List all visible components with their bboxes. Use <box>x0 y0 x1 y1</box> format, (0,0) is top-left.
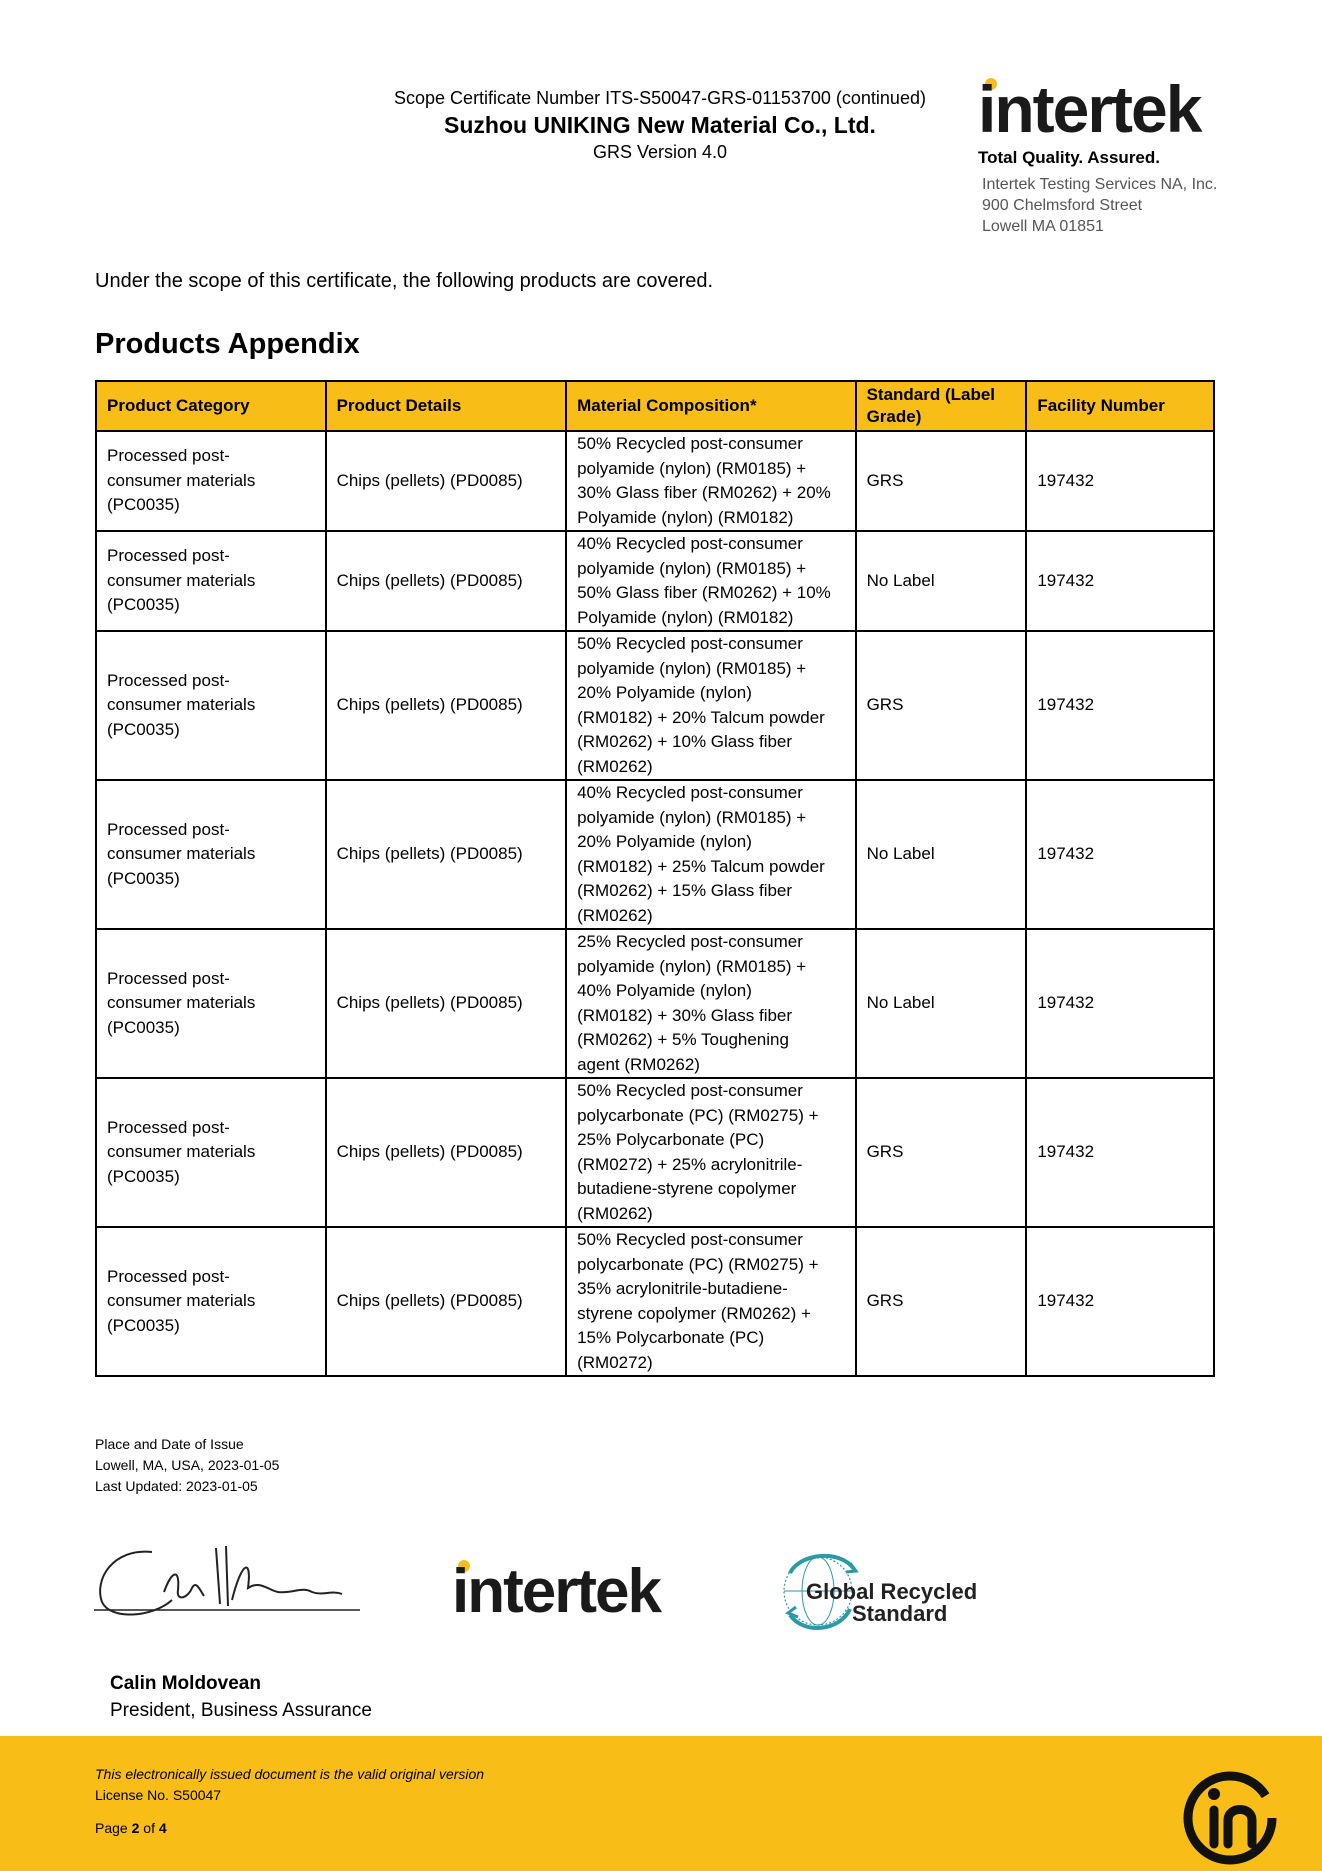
cell-line: butadiene-styrene copolymer <box>577 1179 797 1198</box>
cell-line: No Label <box>866 570 935 590</box>
material-composition-cell <box>566 780 855 929</box>
cell-line: 15% Polycarbonate (PC) <box>577 1328 765 1347</box>
validity-note: This electronically issued document is the valid original version <box>95 1766 485 1782</box>
cell-line: Chips (pellets) (PD0085) <box>336 1291 523 1311</box>
material-composition-cell <box>566 1227 855 1376</box>
cell-line: agent (RM0262) <box>577 1054 700 1074</box>
material-composition-cell <box>566 531 855 631</box>
table-row <box>96 531 1214 631</box>
standard-cell <box>856 531 1027 631</box>
cell-line: consumer materials <box>107 993 256 1013</box>
cell-line: (PC0035) <box>107 868 180 888</box>
cell-line: 25% Recycled post-consumer <box>577 932 803 951</box>
cell-line: (RM0262) <box>577 1203 653 1223</box>
cell-line: (RM0182) + 30% Glass fiber <box>577 1005 793 1025</box>
product-category-cell <box>96 1078 326 1227</box>
cell-line: (RM0262) <box>577 905 653 925</box>
column-header: Facility Number <box>1026 381 1214 431</box>
cell-line: 197432 <box>1037 570 1095 590</box>
cell-line: polyamide (nylon) (RM0185) + <box>577 558 807 578</box>
cell-line: consumer materials <box>107 695 256 715</box>
product-details-cell <box>326 929 567 1078</box>
product-category-cell <box>96 431 326 531</box>
facility-number-cell <box>1026 1227 1214 1376</box>
facility-number-cell <box>1026 1078 1214 1227</box>
cell-line: 30% Glass fiber (RM0262) + 20% <box>577 483 831 502</box>
cell-line: Chips (pellets) (PD0085) <box>336 1142 523 1162</box>
issuer-address <box>982 174 1217 237</box>
cell-line: Chips (pellets) (PD0085) <box>336 844 523 864</box>
cell-line: polyamide (nylon) (RM0185) + <box>577 658 807 678</box>
cell-line: Processed post- <box>107 670 230 690</box>
cell-line: GRS <box>866 470 904 490</box>
product-details-cell <box>326 1078 567 1227</box>
standard-cell <box>856 1227 1027 1376</box>
svg-text:intertek: intertek <box>978 72 1201 146</box>
intertek-logo <box>450 1550 700 1630</box>
page-number <box>95 1820 167 1836</box>
product-details-cell <box>326 531 567 631</box>
products-table <box>95 380 1215 1377</box>
cell-line: 50% Recycled post-consumer <box>577 634 803 653</box>
cell-line: (PC0035) <box>107 1017 180 1037</box>
cell-line: 197432 <box>1037 470 1095 490</box>
address-line: Intertek Testing Services NA, Inc. <box>982 176 1218 193</box>
cell-line: 40% Polyamide (nylon) <box>577 981 752 1000</box>
cell-line: 20% Polyamide (nylon) <box>577 683 752 702</box>
product-category-cell <box>96 531 326 631</box>
product-category-cell <box>96 780 326 929</box>
signer-title: President, Business Assurance <box>110 1700 372 1721</box>
cell-line: 35% acrylonitrile-butadiene- <box>577 1279 788 1298</box>
license-number: License No. S50047 <box>95 1787 222 1803</box>
cell-line: Chips (pellets) (PD0085) <box>336 993 523 1013</box>
cell-line: No Label <box>866 844 935 864</box>
cell-line: 197432 <box>1037 1291 1095 1311</box>
cell-line: polyamide (nylon) (RM0185) + <box>577 956 807 976</box>
cell-line: (RM0272) <box>577 1352 653 1372</box>
cell-line: polyamide (nylon) (RM0185) + <box>577 807 807 827</box>
table-row <box>96 631 1214 780</box>
facility-number-cell <box>1026 631 1214 780</box>
grs-logo <box>770 1545 980 1645</box>
issue-info <box>95 1434 279 1497</box>
svg-text:Standard: Standard <box>852 1601 948 1626</box>
cell-line: (RM0262) + 15% Glass fiber <box>577 881 793 900</box>
cell-line: Processed post- <box>107 446 230 466</box>
standard-cell <box>856 1078 1027 1227</box>
page-current: 2 <box>131 1820 140 1836</box>
table-row <box>96 929 1214 1078</box>
column-header: Product Category <box>96 381 326 431</box>
cell-line: 50% Recycled post-consumer <box>577 1081 803 1100</box>
cell-line: 50% Recycled post-consumer <box>577 434 803 453</box>
cell-line: 50% Recycled post-consumer <box>577 1230 803 1249</box>
cell-line: 197432 <box>1037 844 1095 864</box>
cell-line: Chips (pellets) (PD0085) <box>336 695 523 715</box>
cell-line: Processed post- <box>107 968 230 988</box>
cell-line: Polyamide (nylon) (RM0182) <box>577 607 794 627</box>
company-name: Suzhou UNIKING New Material Co., Ltd. <box>444 112 876 138</box>
intertek-logo <box>976 70 1236 150</box>
facility-number-cell <box>1026 431 1214 531</box>
intertek-in-icon <box>1172 1766 1284 1866</box>
certificate-number: Scope Certificate Number ITS-S50047-GRS-01153700 (continued) <box>394 88 926 108</box>
cell-line: Processed post- <box>107 1266 230 1286</box>
issue-place-date: Lowell, MA, USA, 2023-01-05 <box>95 1457 280 1473</box>
material-composition-cell <box>566 1078 855 1227</box>
address-line: Lowell MA 01851 <box>982 218 1104 235</box>
cell-line: polyamide (nylon) (RM0185) + <box>577 458 807 478</box>
cell-line: Polyamide (nylon) (RM0182) <box>577 507 794 527</box>
certificate-header <box>330 86 990 164</box>
table-row <box>96 1227 1214 1376</box>
cell-line: 20% Polyamide (nylon) <box>577 832 752 851</box>
cell-line: (RM0262) + 10% Glass fiber <box>577 732 793 751</box>
cell-line: 40% Recycled post-consumer <box>577 534 803 553</box>
svg-text:intertek: intertek <box>452 1557 660 1626</box>
standard-cell <box>856 431 1027 531</box>
standard-cell <box>856 780 1027 929</box>
intro-text: Under the scope of this certificate, the following products are covered. <box>95 270 714 292</box>
cell-line: Chips (pellets) (PD0085) <box>336 570 523 590</box>
cell-line: (RM0182) + 20% Talcum powder <box>577 707 825 727</box>
facility-number-cell <box>1026 531 1214 631</box>
page-prefix: Page <box>95 1820 132 1836</box>
cell-line: (PC0035) <box>107 719 180 739</box>
cell-line: GRS <box>866 695 904 715</box>
cell-line: styrene copolymer (RM0262) + <box>577 1303 811 1323</box>
cell-line: (PC0035) <box>107 495 180 515</box>
cell-line: Processed post- <box>107 819 230 839</box>
column-header: Product Details <box>326 381 567 431</box>
material-composition-cell <box>566 929 855 1078</box>
address-line: 900 Chelmsford Street <box>982 197 1143 214</box>
svg-text:Global Recycled: Global Recycled <box>806 1579 978 1604</box>
standard-cell <box>856 929 1027 1078</box>
cell-line: polycarbonate (PC) (RM0275) + <box>577 1254 819 1274</box>
product-details-cell <box>326 431 567 531</box>
page-total: 4 <box>158 1820 167 1836</box>
cell-line: Processed post- <box>107 1117 230 1137</box>
cell-line: 25% Polycarbonate (PC) <box>577 1130 765 1149</box>
cell-line: GRS <box>866 1291 904 1311</box>
product-category-cell <box>96 631 326 780</box>
cell-line: (RM0262) <box>577 756 653 776</box>
cell-line: Processed post- <box>107 546 230 566</box>
cell-line: (PC0035) <box>107 1166 180 1186</box>
product-details-cell <box>326 1227 567 1376</box>
cell-line: consumer materials <box>107 1142 256 1162</box>
facility-number-cell <box>1026 780 1214 929</box>
cell-line: Chips (pellets) (PD0085) <box>336 470 523 490</box>
cell-line: (RM0262) + 5% Toughening <box>577 1030 789 1049</box>
cell-line: consumer materials <box>107 570 256 590</box>
issue-label: Place and Date of Issue <box>95 1436 244 1452</box>
material-composition-cell <box>566 431 855 531</box>
product-category-cell <box>96 1227 326 1376</box>
standard-cell <box>856 631 1027 780</box>
cell-line: GRS <box>866 1142 904 1162</box>
section-title: Products Appendix <box>95 328 360 360</box>
table-row <box>96 780 1214 929</box>
cell-line: (PC0035) <box>107 595 180 615</box>
cell-line: consumer materials <box>107 470 256 490</box>
table-row <box>96 1078 1214 1227</box>
column-header: Standard (Label Grade) <box>856 381 1027 431</box>
cell-line: (RM0182) + 25% Talcum powder <box>577 856 825 876</box>
product-category-cell <box>96 929 326 1078</box>
facility-number-cell <box>1026 929 1214 1078</box>
product-details-cell <box>326 780 567 929</box>
signature-image <box>92 1540 382 1635</box>
table-row <box>96 431 1214 531</box>
cell-line: 197432 <box>1037 993 1095 1013</box>
cell-line: No Label <box>866 993 935 1013</box>
grs-version: GRS Version 4.0 <box>592 142 728 162</box>
tagline: Total Quality. Assured. <box>978 148 1160 167</box>
cell-line: consumer materials <box>107 1291 256 1311</box>
last-updated: Last Updated: 2023-01-05 <box>95 1478 258 1494</box>
cell-line: 40% Recycled post-consumer <box>577 783 803 802</box>
cell-line: (PC0035) <box>107 1315 180 1335</box>
cell-line: (RM0272) + 25% acrylonitrile- <box>577 1154 803 1174</box>
table-header-row <box>96 381 1214 431</box>
material-composition-cell <box>566 631 855 780</box>
cell-line: polycarbonate (PC) (RM0275) + <box>577 1105 819 1125</box>
footer-band <box>0 1736 1322 1871</box>
cell-line: 197432 <box>1037 695 1095 715</box>
cell-line: consumer materials <box>107 844 256 864</box>
product-details-cell <box>326 631 567 780</box>
column-header: Material Composition* <box>566 381 855 431</box>
signer-name: Calin Moldovean <box>110 1673 261 1694</box>
cell-line: 197432 <box>1037 1142 1095 1162</box>
page-of: of <box>139 1820 159 1836</box>
cell-line: 50% Glass fiber (RM0262) + 10% <box>577 583 831 602</box>
